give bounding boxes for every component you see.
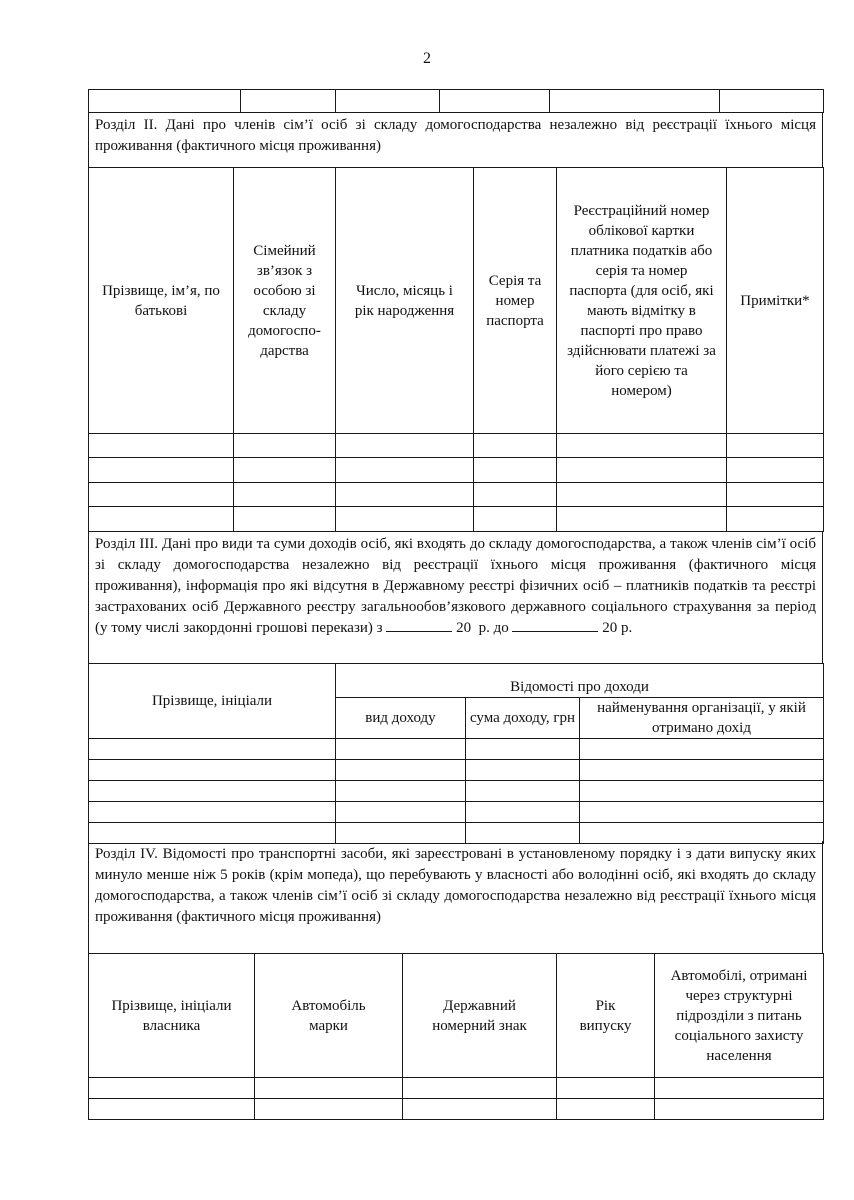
table-header-row	[89, 168, 824, 434]
table-cell[interactable]	[89, 739, 336, 760]
table-cell[interactable]	[720, 90, 824, 113]
continuation-table	[88, 89, 824, 113]
section2-heading	[88, 112, 823, 168]
period-year-prefix-1: 20	[456, 620, 472, 636]
table-cell[interactable]	[550, 90, 720, 113]
table-row	[89, 760, 824, 781]
table-cell[interactable]	[336, 483, 474, 507]
header-car-brand: Автомобіль марки	[255, 954, 403, 1078]
table-cell[interactable]	[440, 90, 550, 113]
period-to-blank[interactable]	[512, 618, 598, 632]
table-cell[interactable]	[727, 458, 824, 483]
header-income-type: вид доходу	[336, 698, 466, 739]
table-cell[interactable]	[336, 739, 466, 760]
table-cell[interactable]	[403, 1099, 557, 1120]
table-cell[interactable]	[89, 90, 241, 113]
table-header-row	[89, 954, 824, 1078]
table-row	[89, 802, 824, 823]
table-cell[interactable]	[234, 483, 336, 507]
table-cell[interactable]	[557, 483, 727, 507]
section3-table	[88, 663, 824, 844]
table-cell[interactable]	[580, 802, 824, 823]
table-row	[89, 1078, 824, 1099]
table-cell[interactable]	[466, 739, 580, 760]
header-passport: Серія та номер паспорта	[474, 168, 557, 434]
table-cell[interactable]	[727, 507, 824, 532]
table-cell[interactable]	[466, 781, 580, 802]
section4-title: Розділ ІV. Відомості про транспортні засоби, які зареєстровані в установленому порядку і з дати випуску яких минуло менше ніж 5 років (крім мопеда), що перебувають у власності або володінні осіб, які входять до складу домогосподарства, а також членів сім’ї осіб зі складу домогосподарства незалежно від реєстрації їхнього місця проживання (фактичного місця проживання)	[95, 846, 816, 925]
header-income-group: Відомості про доходи	[336, 664, 824, 698]
header-notes: Примітки*	[727, 168, 824, 434]
section4-heading	[88, 841, 823, 953]
table-cell[interactable]	[557, 1099, 655, 1120]
table-cell[interactable]	[557, 507, 727, 532]
table-cell[interactable]	[655, 1078, 824, 1099]
header-social: Автомобілі, отримані через структурні підрозділи з питань соціального захисту населення	[655, 954, 824, 1078]
table-cell[interactable]	[234, 434, 336, 458]
table-cell[interactable]	[89, 1078, 255, 1099]
table-cell[interactable]	[466, 802, 580, 823]
table-row	[89, 90, 824, 113]
table-cell[interactable]	[336, 458, 474, 483]
header-owner: Прізвище, ініціали власника	[89, 954, 255, 1078]
table-cell[interactable]	[336, 760, 466, 781]
table-cell[interactable]	[234, 507, 336, 532]
table-cell[interactable]	[89, 507, 234, 532]
header-organization: найменування організації, у якій отримано дохід	[580, 698, 824, 739]
header-name: Прізвище, ініціали	[89, 664, 336, 739]
period-year-prefix-2: 20	[602, 620, 618, 636]
table-row	[89, 1099, 824, 1120]
table-cell[interactable]	[89, 781, 336, 802]
period-end-label: р.	[620, 620, 633, 636]
table-cell[interactable]	[474, 507, 557, 532]
table-cell[interactable]	[557, 1078, 655, 1099]
table-cell[interactable]	[234, 458, 336, 483]
table-cell[interactable]	[336, 781, 466, 802]
table-row	[89, 458, 824, 483]
header-birth: Число, місяць і рік народження	[336, 168, 474, 434]
table-cell[interactable]	[474, 483, 557, 507]
table-cell[interactable]	[255, 1078, 403, 1099]
header-name: Прізвище, ім’я, по батькові	[89, 168, 234, 434]
table-cell[interactable]	[557, 434, 727, 458]
table-cell[interactable]	[557, 458, 727, 483]
header-year: Рік випуску	[557, 954, 655, 1078]
table-cell[interactable]	[336, 90, 440, 113]
table-cell[interactable]	[89, 760, 336, 781]
section4-table	[88, 953, 824, 1120]
section2-title: Розділ ІІ. Дані про членів сім’ї осіб зі складу домогосподарства незалежно від реєстрації їхнього місця проживання (фактичного місця проживання)	[95, 117, 816, 154]
table-cell[interactable]	[403, 1078, 557, 1099]
table-row	[89, 781, 824, 802]
table-cell[interactable]	[580, 760, 824, 781]
table-cell[interactable]	[466, 760, 580, 781]
table-cell[interactable]	[89, 434, 234, 458]
period-to-label: р. до	[478, 620, 509, 636]
table-cell[interactable]	[580, 781, 824, 802]
table-cell[interactable]	[580, 739, 824, 760]
table-cell[interactable]	[474, 434, 557, 458]
section3-heading	[88, 531, 823, 663]
table-cell[interactable]	[727, 483, 824, 507]
table-cell[interactable]	[241, 90, 336, 113]
table-cell[interactable]	[655, 1099, 824, 1120]
period-from-blank[interactable]	[386, 618, 452, 632]
table-cell[interactable]	[336, 802, 466, 823]
table-row	[89, 507, 824, 532]
table-row	[89, 434, 824, 458]
table-cell[interactable]	[336, 507, 474, 532]
table-cell[interactable]	[255, 1099, 403, 1120]
section3-title: Розділ ІІІ. Дані про види та суми доходів осіб, які входять до складу домогосподарства, а також членів сім’ї осіб зі складу домогосподарства незалежно від реєстрації їхнього місця проживання (фактичного місця проживання), інформація про які відсутня в Державному реєстрі фізичних осіб – платників податків та реєстрі застрахованих осіб Державного реєстру загальнообов’язкового державного соціального страхування за період (у тому числі закордонні грошові перекази) з	[95, 536, 816, 636]
table-cell[interactable]	[89, 802, 336, 823]
table-cell[interactable]	[89, 1099, 255, 1120]
table-cell[interactable]	[727, 434, 824, 458]
header-relation: Сімейний зв’язок з особою зі складу домогоспо-дарства	[234, 168, 336, 434]
section2-table	[88, 167, 824, 532]
table-cell[interactable]	[89, 483, 234, 507]
page-number: 2	[423, 50, 431, 67]
table-row	[89, 483, 824, 507]
header-income-amount: сума доходу, грн	[466, 698, 580, 739]
table-cell[interactable]	[336, 434, 474, 458]
header-tax-number: Реєстраційний номер облікової картки платника податків або серія та номер паспорта (для осіб, які мають відмітку в паспорті про право здійснювати платежі за його серією та номером)	[557, 168, 727, 434]
table-row	[89, 739, 824, 760]
header-plate: Державний номерний знак	[403, 954, 557, 1078]
table-cell[interactable]	[474, 458, 557, 483]
table-cell[interactable]	[89, 458, 234, 483]
table-header-row	[89, 664, 824, 698]
